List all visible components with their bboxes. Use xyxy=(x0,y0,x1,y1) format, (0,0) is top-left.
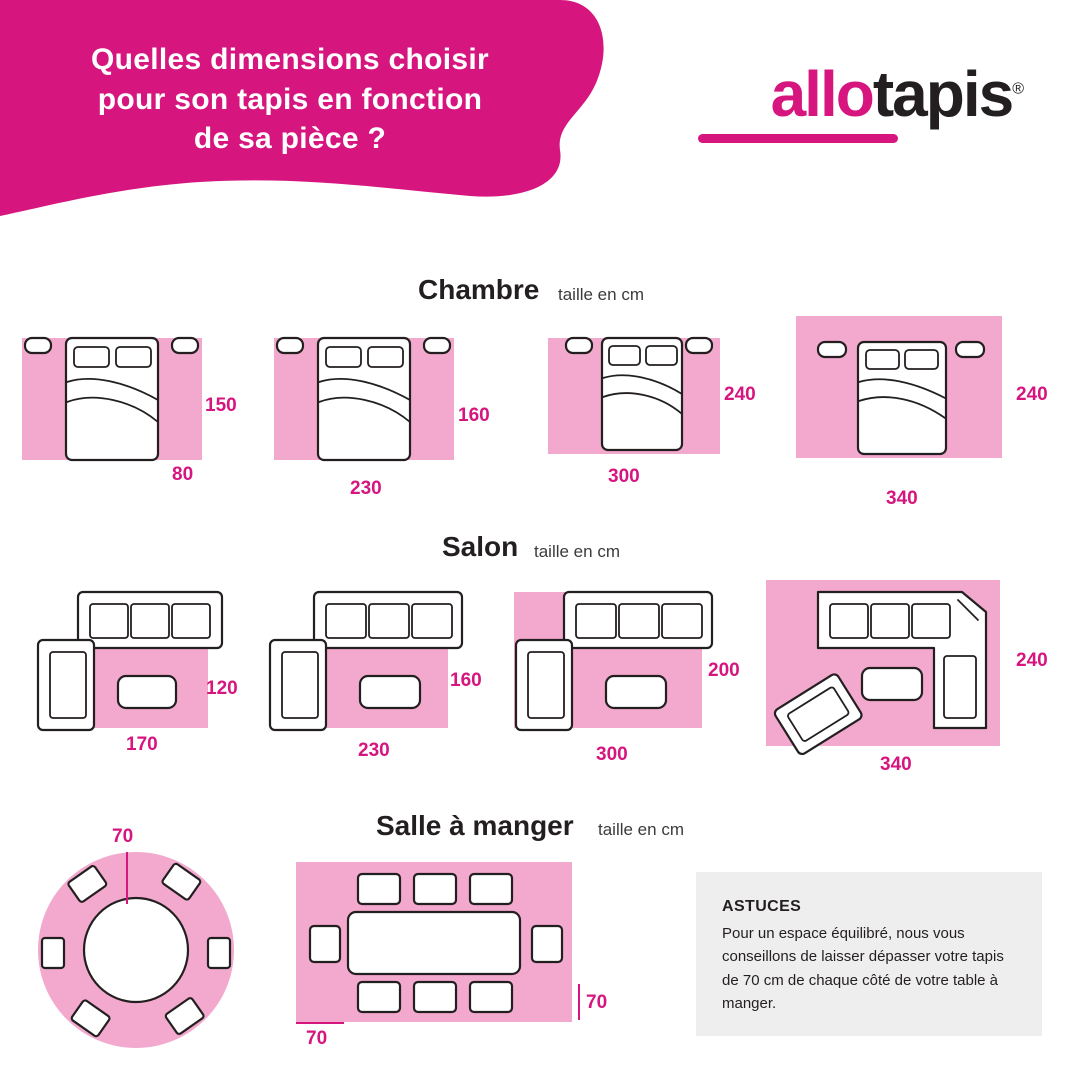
logo-allo-text: allo xyxy=(770,58,873,130)
bed-illustration-2 xyxy=(274,330,464,470)
salon-illustration-4 xyxy=(766,576,1016,756)
title-line-1: Quelles dimensions choisir xyxy=(91,43,489,76)
dim-rect-table-side: 70 xyxy=(586,992,608,1013)
dim-salon-2-bottom: 230 xyxy=(358,740,390,761)
dim-salon-1-bottom: 170 xyxy=(126,734,158,755)
bed-illustration-1 xyxy=(22,330,212,470)
dim-salon-4-bottom: 340 xyxy=(880,754,912,775)
round-table-illustration xyxy=(34,852,238,1048)
dim-round-table-top: 70 xyxy=(112,826,134,847)
tips-box xyxy=(696,872,1042,1036)
title-line-2: pour son tapis en fonction xyxy=(97,82,483,116)
dim-bed-1-side: 150 xyxy=(205,395,237,416)
dim-bed-4-side: 240 xyxy=(1016,384,1048,405)
dim-bed-4-bottom: 340 xyxy=(886,488,918,509)
dim-salon-2-side: 160 xyxy=(450,670,482,691)
dim-salon-3-side: 200 xyxy=(708,660,740,681)
section-title-salle-a-manger: Salle à manger xyxy=(376,810,574,841)
dim-salon-1-side: 120 xyxy=(206,678,238,699)
section-subtitle-chambre: taille en cm xyxy=(558,285,644,304)
rect-table-illustration xyxy=(296,862,576,1028)
dim-salon-3-bottom: 300 xyxy=(596,744,628,765)
round-table-measure-line xyxy=(126,852,128,904)
dim-bed-2-bottom: 230 xyxy=(350,478,382,499)
dim-rect-table-bottom: 70 xyxy=(306,1028,328,1049)
section-title-chambre: Chambre xyxy=(418,274,540,305)
logo-underline xyxy=(698,134,898,143)
dim-bed-1-bottom: 80 xyxy=(172,464,194,485)
dim-bed-3-bottom: 300 xyxy=(608,466,640,487)
dim-bed-2-side: 160 xyxy=(458,405,490,426)
section-subtitle-salon: taille en cm xyxy=(534,542,620,561)
dim-salon-4-side: 240 xyxy=(1016,650,1048,671)
salon-illustration-2 xyxy=(262,588,462,738)
rect-table-measure-line-right xyxy=(578,984,580,1020)
section-subtitle-salle-a-manger: taille en cm xyxy=(598,820,684,839)
tips-title: ASTUCES xyxy=(722,898,802,915)
rect-table-measure-line-bottom xyxy=(296,1022,344,1024)
salon-illustration-1 xyxy=(30,588,220,738)
bed-illustration-4 xyxy=(800,334,1010,474)
allotapis-logo xyxy=(770,58,1022,130)
title-line-3: de sa pièce ? xyxy=(193,122,387,156)
logo-registered-mark: ® xyxy=(1012,80,1022,98)
bed-illustration-3 xyxy=(548,330,728,466)
tips-text: Pour un espace équilibré, nous vous conseillons de laisser dépasser votre tapis de 70 cm de chaque côté de votre table à manger. xyxy=(722,925,1004,1012)
dim-bed-3-side: 240 xyxy=(724,384,756,405)
salon-illustration-3 xyxy=(508,588,708,738)
logo-tapis-text: tapis xyxy=(872,58,1013,130)
page-title xyxy=(20,40,560,159)
section-title-salon: Salon xyxy=(442,531,519,562)
